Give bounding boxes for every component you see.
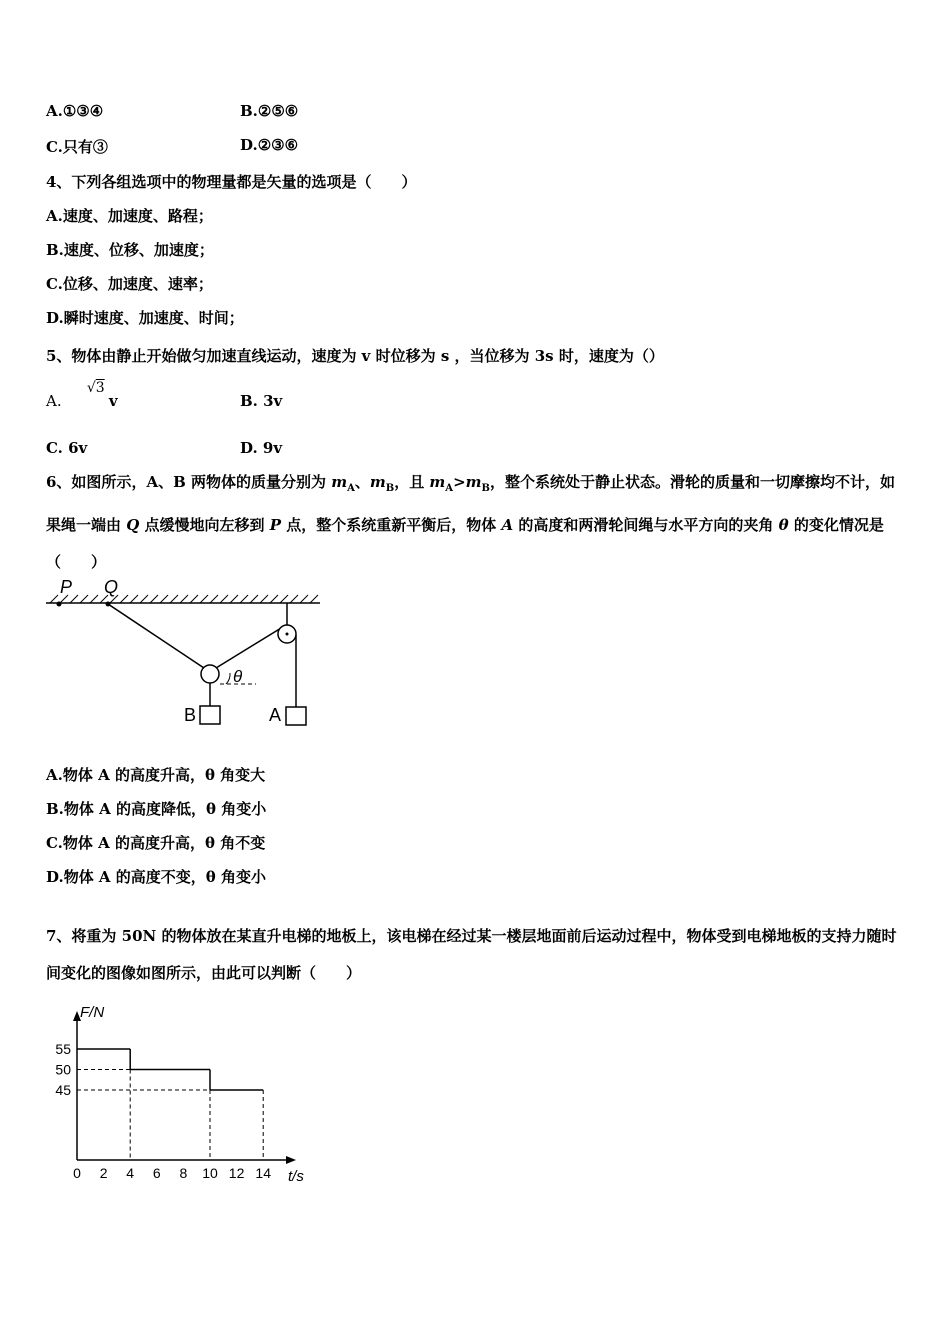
label-theta: θ	[233, 667, 243, 686]
q4-stem: 4、下列各组选项中的物理量都是矢量的选项是（ ）	[46, 173, 417, 191]
y-axis-label: F/N	[80, 1004, 105, 1021]
q5-option-b: B. 3v	[240, 392, 283, 410]
q3-option-d: D.②③⑥	[240, 136, 299, 154]
pulley-figure	[40, 575, 330, 735]
x-axis-label: t/s	[288, 1168, 304, 1185]
x-tick-label: 2	[99, 1165, 108, 1181]
q7-stem: 7、将重为 50N 的物体放在某直升电梯的地板上，该电梯在经过某一楼层地面前后运动过程中，物体受到电梯地板的支持力随时间变化的图像如图所示，由此可以判断（ ）	[46, 927, 897, 982]
x-tick-label: 0	[73, 1165, 81, 1181]
q5-option-a	[46, 380, 118, 410]
label-p: P	[60, 577, 73, 597]
angle-arc	[226, 673, 230, 684]
chart-series	[77, 1049, 263, 1160]
y-tick-label: 55	[55, 1041, 71, 1057]
q5-stem: 5、物体由静止开始做匀加速直线运动，速度为 v 时位移为 s ，当位移为 3s 时，速度为（）	[46, 347, 664, 365]
block-a	[286, 707, 306, 725]
x-tick-label: 10	[202, 1165, 218, 1181]
lower-pulley	[201, 665, 219, 683]
force-time-chart	[40, 995, 330, 1195]
x-tick-label: 6	[152, 1165, 161, 1181]
block-b	[200, 706, 220, 724]
q5-option-a-value: v	[108, 392, 118, 410]
q5-option-d: D. 9v	[240, 439, 283, 457]
y-tick-labels	[55, 1041, 71, 1098]
label-q: Q	[104, 577, 119, 597]
q6-stem: 6、如图所示，A、B 两物体的质量分别为 $m_A$、$m_B$，且 $m_A>m_B$，整个系统处于静止状态。滑轮的质量和一切摩擦均不计，如果绳一端由 Q 点缓慢地向左移到 P 点，整个系统重新平衡后，物体 A 的高度和两滑轮间绳与水平方向的夹角 θ 的变化情况是（ ）	[46, 473, 895, 571]
q3-option-a: A.①③④	[46, 102, 104, 120]
q4-option-c: C.位移、加速度、速率；	[46, 275, 213, 293]
label-a: A	[269, 705, 282, 725]
q4-option-a: A.速度、加速度、路程；	[46, 207, 213, 225]
q6-option-b: B.物体 A 的高度降低，θ 角变小	[46, 800, 267, 818]
q4-option-d: D.瞬时速度、加速度、时间；	[46, 309, 244, 327]
x-tick-label: 8	[179, 1165, 188, 1181]
ceiling-hatch	[50, 595, 318, 603]
q5-option-a-label: A.	[46, 392, 62, 410]
x-tick-label: 14	[255, 1165, 271, 1181]
rope-q-to-pulley	[108, 604, 204, 668]
y-tick-label: 45	[55, 1082, 71, 1098]
label-b: B	[184, 705, 197, 725]
q5-option-c: C. 6v	[46, 439, 88, 457]
q6-option-d: D.物体 A 的高度不变，θ 角变小	[46, 868, 267, 886]
q3-option-b: B.②⑤⑥	[240, 102, 299, 120]
q6-option-c: C.物体 A 的高度升高，θ 角不变	[46, 834, 266, 852]
x-tick-labels	[73, 1165, 271, 1181]
rope-between-pulleys	[216, 625, 286, 668]
sqrt-expression: √3 v	[86, 380, 118, 410]
q3-option-c: C.只有③	[46, 138, 108, 156]
x-tick-label: 12	[228, 1165, 245, 1181]
q6-option-a: A.物体 A 的高度升高，θ 角变大	[46, 766, 266, 784]
chart-axes	[73, 1011, 296, 1164]
point-p	[57, 602, 62, 607]
y-tick-label: 50	[55, 1061, 71, 1078]
sqrt-radicand: 3	[95, 380, 105, 396]
x-tick-label: 4	[126, 1165, 135, 1181]
x-axis-arrow	[286, 1156, 296, 1164]
q4-option-b: B.速度、位移、加速度；	[46, 241, 214, 259]
